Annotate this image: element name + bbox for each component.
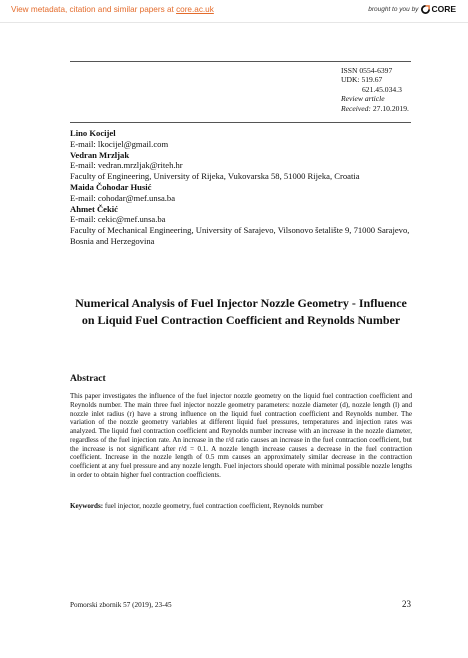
author-email: E-mail: cekic@mef.unsa.ba (70, 214, 166, 225)
header-rule (70, 61, 411, 62)
core-metadata-link[interactable] (11, 5, 214, 14)
core-logo-icon (421, 5, 430, 14)
brought-by-text: brought to you by (368, 5, 419, 13)
received-line (341, 104, 409, 113)
core-logo (421, 4, 456, 14)
author-name: Lino Kocijel (70, 128, 116, 138)
keywords-text: fuel injector, nozzle geometry, fuel contraction coefficient, Reynolds number (104, 502, 324, 510)
abstract-heading: Abstract (70, 373, 106, 384)
author-name: Ahmet Čekić (70, 203, 118, 214)
author-email: E-mail: lkocijel@gmail.com (70, 138, 169, 149)
page-number: 23 (402, 599, 411, 609)
keywords (70, 502, 412, 511)
core-ac-uk-link[interactable]: core.ac.uk (176, 5, 214, 14)
udk: UDK: 519.67 (341, 75, 383, 85)
issn: ISSN 0554-6397 (341, 66, 393, 75)
received-date: 27.10.2019. (372, 103, 409, 113)
author-email: E-mail: vedran.mrzljak@riteh.hr (70, 160, 183, 171)
journal-citation: Pomorski zbornik 57 (2019), 23-45 (70, 601, 172, 609)
udk-secondary: 621.45.034.3 (362, 84, 402, 94)
article-meta (341, 66, 409, 113)
meta-rule (70, 122, 411, 123)
author-affiliation: Faculty of Engineering, University of Rijeka, Vukovarska 58, 51000 Rijeka, Croatia (70, 171, 360, 182)
core-brought-by[interactable] (368, 4, 456, 14)
core-metadata-text: View metadata, citation and similar papers at (11, 5, 174, 14)
core-logo-text: CORE (431, 4, 456, 14)
core-banner (0, 0, 468, 23)
author-name: Vedran Mrzljak (70, 149, 130, 160)
paper-title: Numerical Analysis of Fuel Injector Nozzle Geometry - Influence on Liquid Fuel Contraction Coefficient and Reynolds Number (75, 296, 407, 327)
article-type: Review article (341, 94, 385, 104)
author-name: Maida Čohodar Husić (70, 181, 152, 192)
keywords-label: Keywords: (70, 502, 104, 510)
author-affiliation: Faculty of Mechanical Engineering, University of Sarajevo, Vilsonovo šetalište 9, 71000 Sarajevo, Bosnia and Herzegovina (70, 225, 410, 246)
abstract-text: This paper investigates the influence of the fuel injector nozzle geometry on the liquid fuel contraction coefficient and Reynolds number. The main three fuel injector nozzle geometry parameters: nozzle diameter (d), nozzle length (l) and nozzle inlet radius (r) have a strong influence on the liquid fuel contraction coefficient and Reynolds number. The variation of the nozzle geometry variables at different liquid fuel pressures, temperatures and injection rates was analyzed. The liquid fuel contraction coefficient and Reynolds number increase with an increase in the nozzle diameter, regardless of the fuel injection rate. An increase in the r/d ratio causes an increase in the fuel contraction coefficient, but the increase is not significant after r/d = 0.1. A nozzle length increase causes a decrease in the fuel contraction coefficient. Increase in the nozzle length of 0.5 mm causes an approximately similar decrease in the contraction coefficient at any fuel pressure and any nozzle length. Fuel injectors should operate with minimal possible nozzle lengths in order to obtain higher fuel contraction coefficients. (70, 392, 412, 479)
author-block (70, 128, 415, 247)
received-label: Received: (341, 103, 371, 113)
author-email: E-mail: cohodar@mef.unsa.ba (70, 192, 176, 203)
